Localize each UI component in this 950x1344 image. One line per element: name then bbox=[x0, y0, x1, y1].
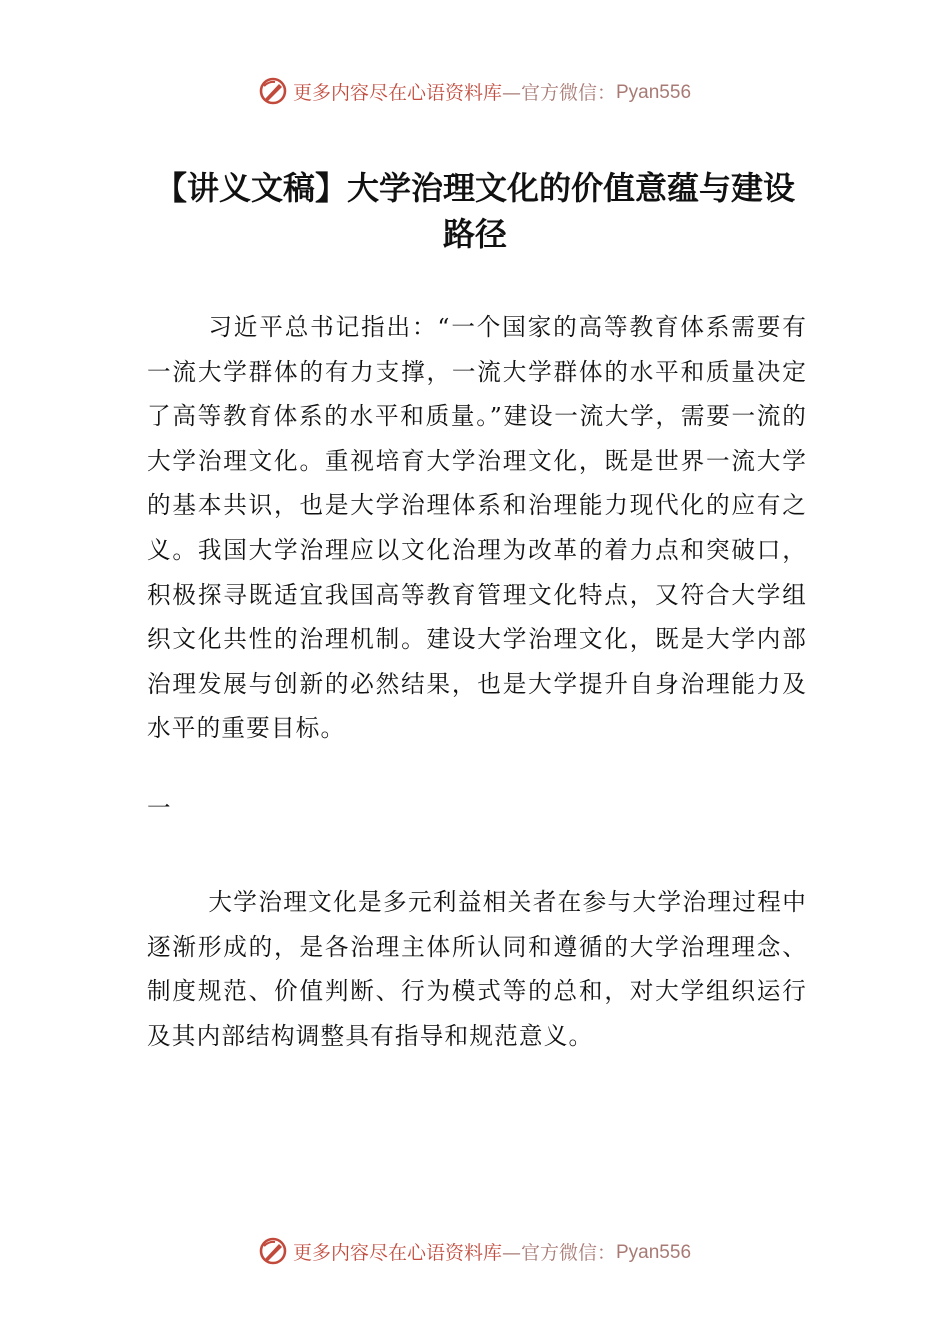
header-watermark bbox=[0, 77, 950, 108]
watermark-brand: 更多内容尽在心语资料库 bbox=[292, 1242, 502, 1264]
paragraph-intro: 习近平总书记指出：“一个国家的高等教育体系需要有一流大学群体的有力支撑，一流大学群体的水平和质量决定了高等教育体系的水平和质量。”建设一流大学，需要一流的大学治理文化。重视培育大学治理文化，既是世界一流大学的基本共识，也是大学治理体系和治理能力现代化的应有之义。我国大学治理应以文化治理为改革的着力点和突破口，积极探寻既适宜我国高等教育管理文化特点，又符合大学组织文化共性的治理机制。建设大学治理文化，既是大学内部治理发展与创新的必然结果，也是大学提升自身治理能力及水平的重要目标。 bbox=[147, 313, 807, 743]
watermark-contact-label: —官方微信： bbox=[501, 1242, 616, 1264]
red-circle-pen-logo-icon bbox=[259, 1237, 287, 1265]
paragraph-definition: 大学治理文化是多元利益相关者在参与大学治理过程中逐渐形成的，是各治理主体所认同和遵循的大学治理理念、制度规范、价值判断、行为模式等的总和，对大学组织运行及其内部结构调整具有指导和规范意义。 bbox=[147, 888, 807, 1050]
watermark-wechat-id: Pyan556 bbox=[616, 82, 692, 103]
watermark-brand: 更多内容尽在心语资料库 bbox=[292, 82, 502, 104]
watermark-contact-label: —官方微信： bbox=[501, 82, 616, 104]
document-title: 【讲义文稿】大学治理文化的价值意蕴与建设路径 bbox=[154, 169, 795, 253]
footer-watermark bbox=[0, 1237, 950, 1268]
watermark-wechat-id: Pyan556 bbox=[616, 1242, 692, 1263]
red-circle-pen-logo-icon bbox=[259, 77, 287, 105]
section-number: 一 bbox=[147, 794, 171, 822]
